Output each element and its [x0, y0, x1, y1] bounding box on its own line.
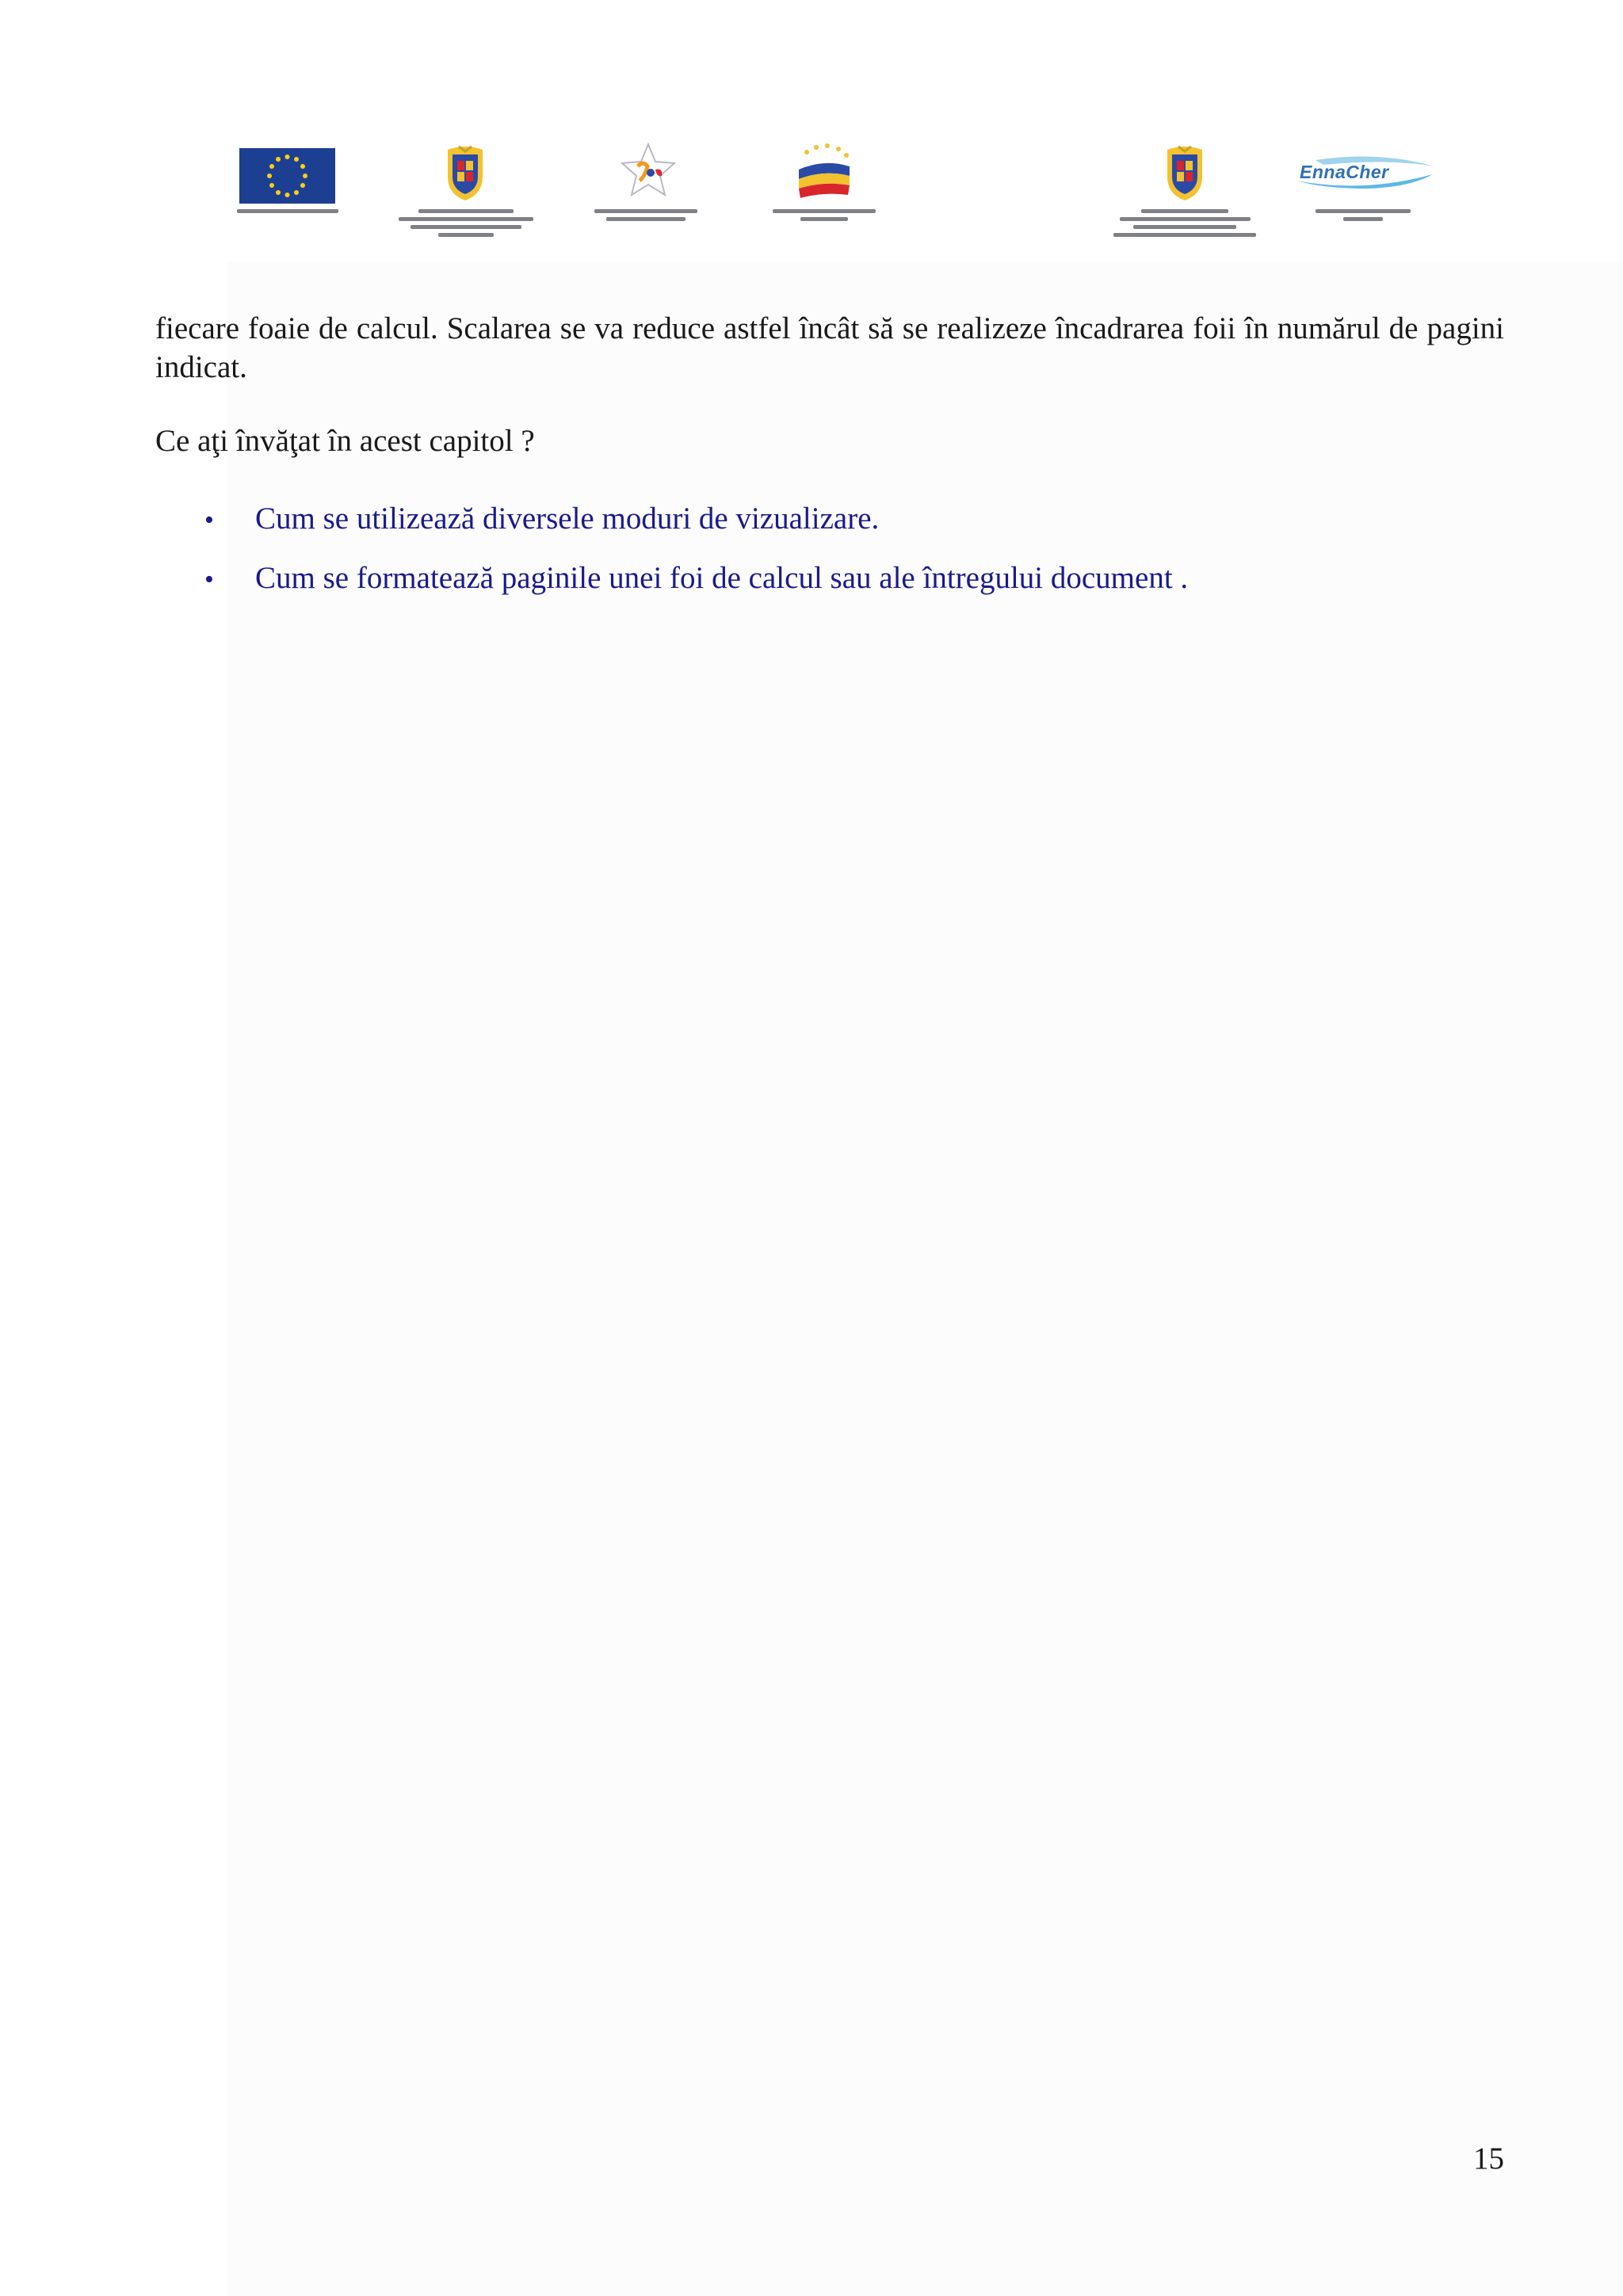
- bullet-text: Cum se formatează paginile unei foi de calcul sau ale întregului document .: [255, 561, 1189, 595]
- eu-logo: [230, 143, 345, 230]
- fse-logo-caption: [586, 209, 705, 221]
- coat-of-arms-icon: [1161, 145, 1209, 202]
- government-logo-right-caption: [1109, 209, 1260, 237]
- summary-heading: Ce aţi învăţat în acest capitol ?: [155, 424, 535, 458]
- ennacher-logo-caption: [1284, 209, 1442, 221]
- government-logo-left-caption: [396, 209, 535, 237]
- bullet-icon: •: [204, 505, 214, 535]
- government-logo-left: [396, 143, 535, 246]
- fse-logo: [586, 143, 705, 230]
- summary-bullet-1: [204, 499, 879, 540]
- bullet-text: Cum se utilizează diversele moduri de vizualizare.: [255, 502, 880, 536]
- structural-instruments-logo: [761, 143, 888, 230]
- eu-flag-icon: [239, 148, 335, 204]
- page-number: 15: [1473, 2142, 1504, 2176]
- body-paragraph: fiecare foaie de calcul. Scalarea se va reduce astfel încât să se realizeze încadrarea foii în numărul de pagini indicat.: [155, 311, 1504, 384]
- fse-star-icon: [621, 143, 676, 196]
- ennacher-wordmark: EnnaCher: [1300, 162, 1389, 182]
- structural-instruments-icon: [792, 143, 856, 202]
- summary-bullet-2: [204, 559, 1188, 599]
- eu-logo-caption: [230, 209, 345, 213]
- government-logo-right: [1109, 143, 1260, 246]
- structural-instruments-logo-caption: [761, 209, 888, 221]
- coat-of-arms-icon: [441, 145, 489, 202]
- ennacher-logo: [1284, 143, 1442, 230]
- bullet-icon: •: [204, 565, 214, 594]
